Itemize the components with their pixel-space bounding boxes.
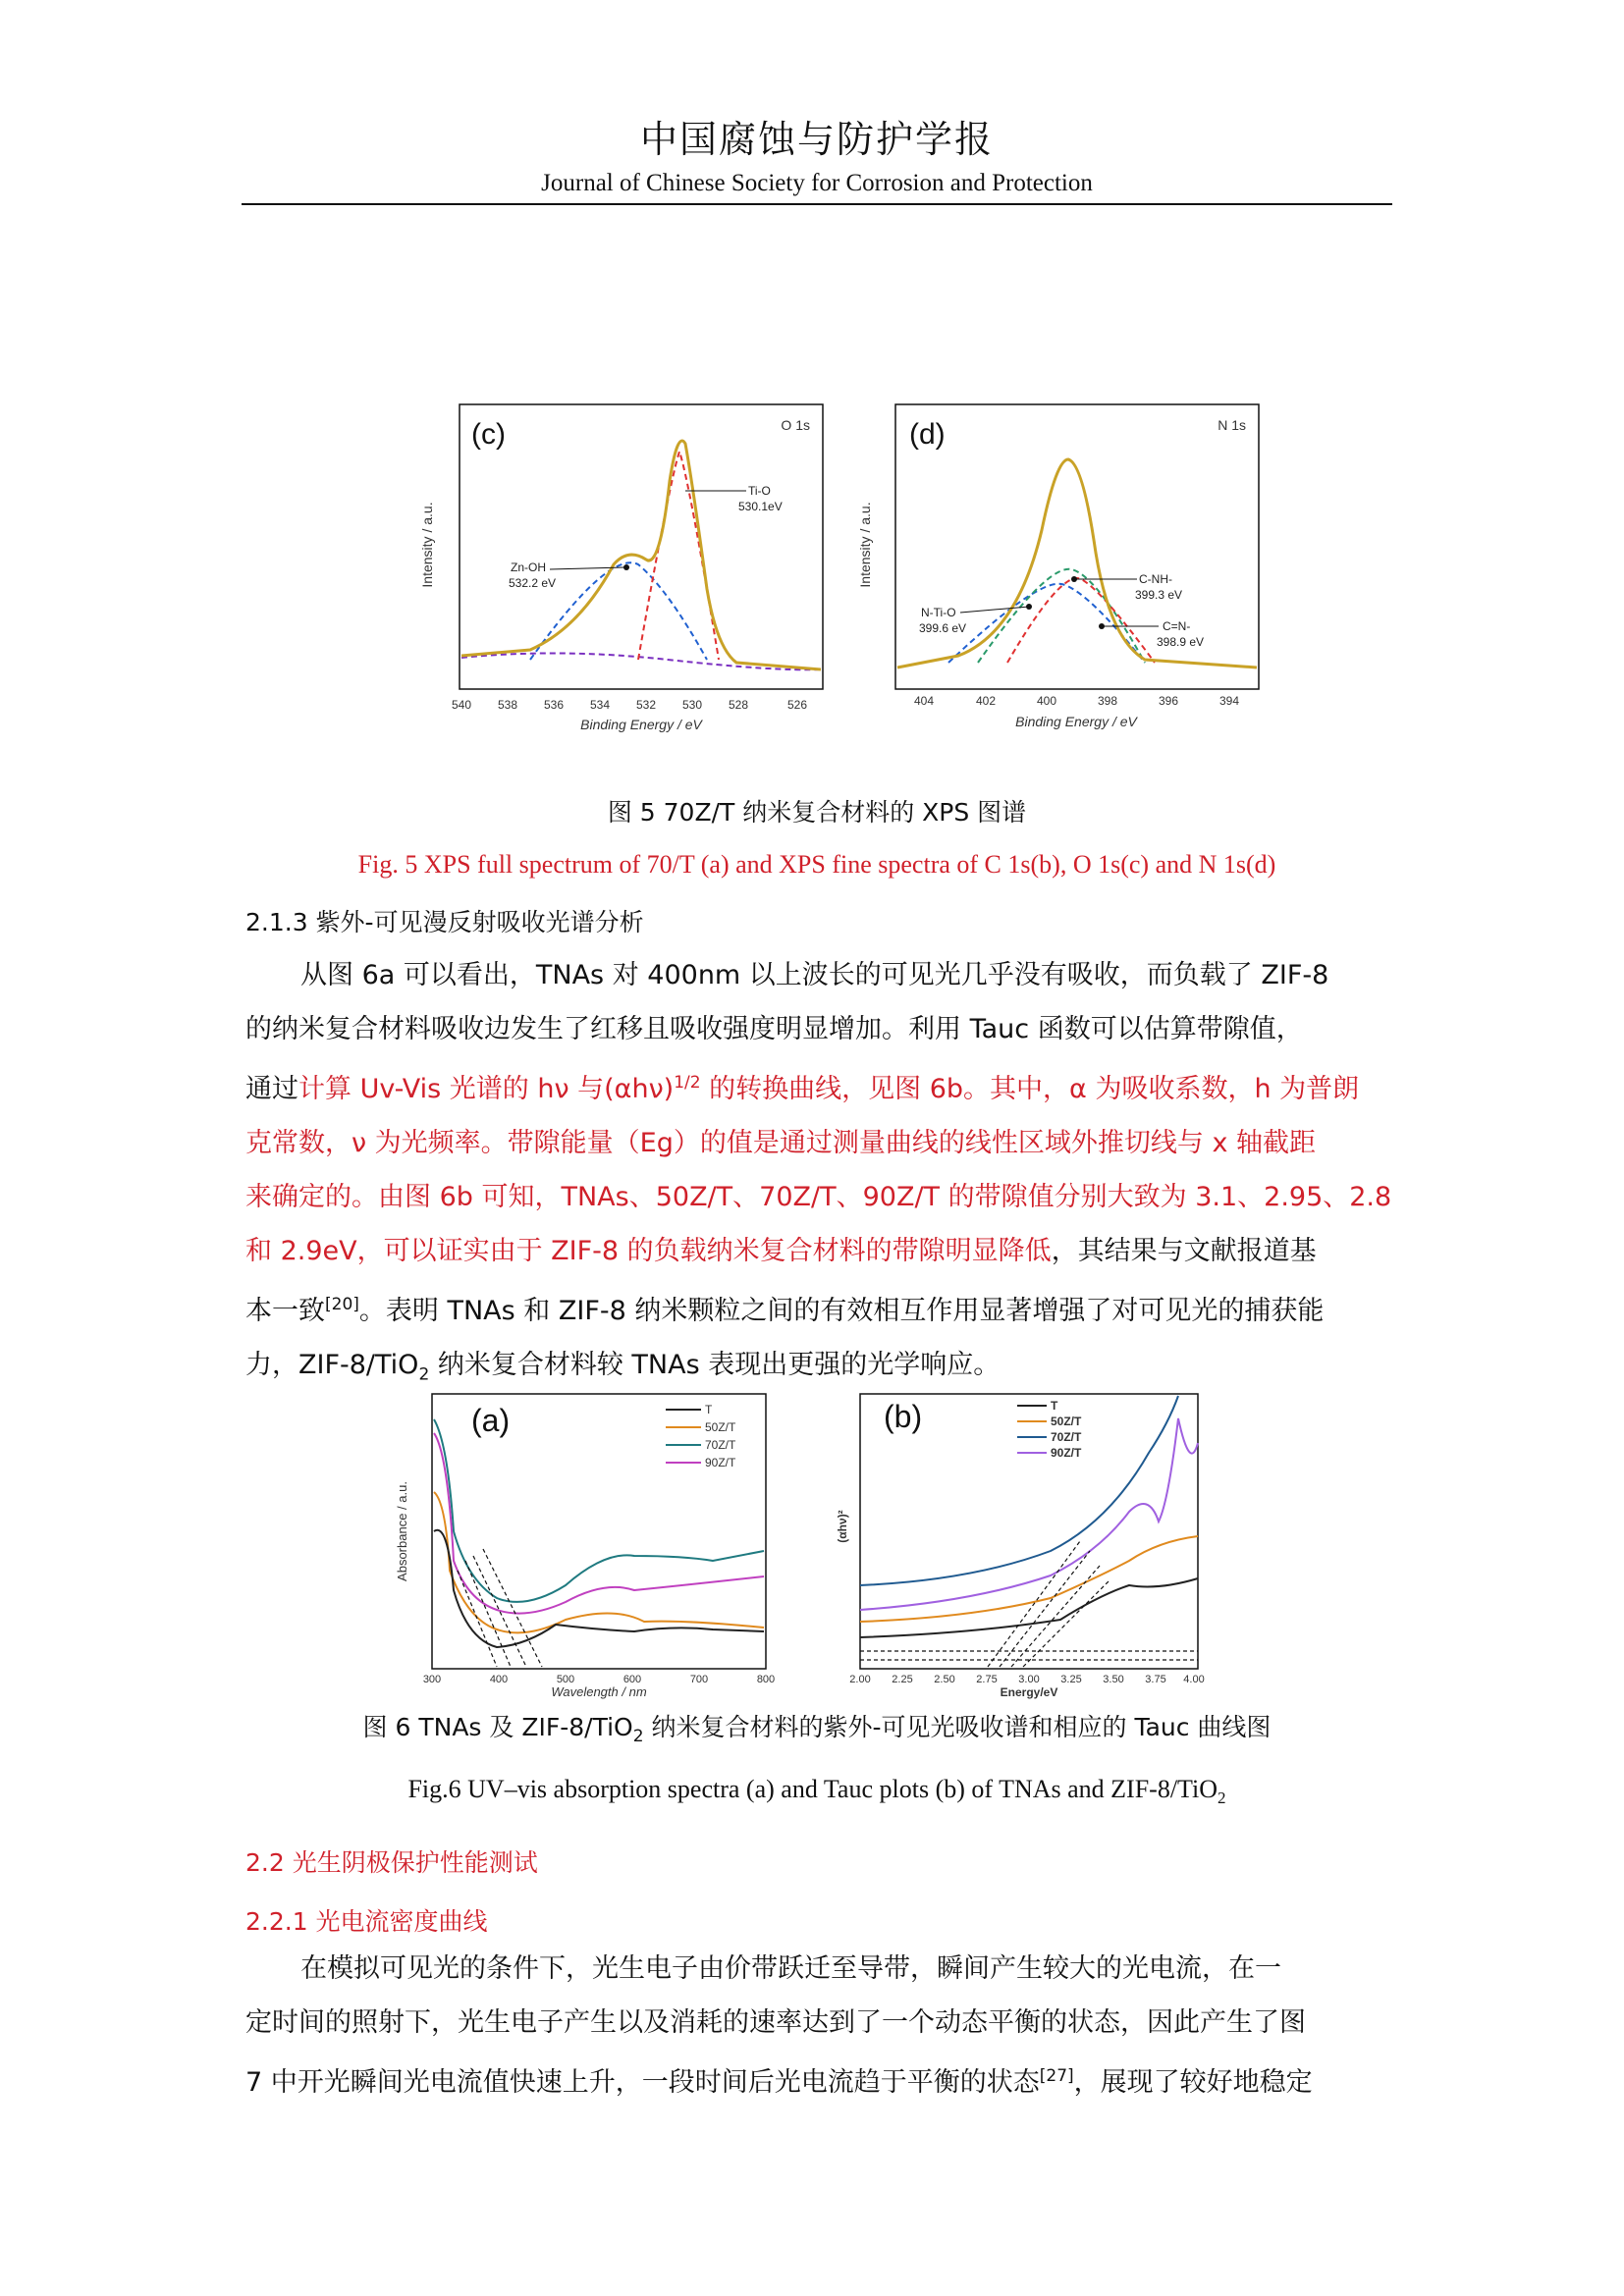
- fig6b-xtick: 3.75: [1145, 1674, 1166, 1685]
- fig6b-xlabel: Energy/eV: [1000, 1685, 1058, 1699]
- fig5c-xtick: 526: [786, 698, 808, 712]
- para2-text: 7 中开光瞬间光电流值快速上升，一段时间后光电流趋于平衡的状态: [245, 2067, 1040, 2098]
- fig5c-xtick: 540: [451, 698, 472, 712]
- para1-text-red-b: 的转换曲线，见图 6b。其中，α 为吸收系数，h 为普朗: [700, 1074, 1360, 1104]
- fig5c-xtick: 528: [728, 698, 749, 712]
- section-heading-2-2-1-text: 2.2.1 光电流密度曲线: [245, 1907, 488, 1936]
- para2-line: 在模拟可见光的条件下，光生电子由价带跃迁至导带，瞬间产生较大的光电流，在一: [300, 1953, 1281, 1984]
- fig6a-legend-t: T: [705, 1403, 713, 1416]
- fig5d-xtick: 398: [1097, 694, 1118, 708]
- para1-text: 本一致: [245, 1296, 325, 1326]
- fig5c-xlabel: Binding Energy / eV: [580, 717, 702, 732]
- section-heading-2-1-3: 2.1.3 紫外-可见漫反射吸收光谱分析: [245, 908, 644, 936]
- fig6a-legend-90zt: 90Z/T: [705, 1456, 736, 1469]
- section-heading-2-2-text: 2.2 光生阴极保护性能测试: [245, 1848, 538, 1877]
- para1-sup: 1/2: [674, 1073, 701, 1093]
- fig5c-ann-znoh-name: Zn-OH: [511, 561, 546, 574]
- fig6-caption-cn: [242, 1708, 1392, 1746]
- paragraph-photocurrent: [245, 1942, 1390, 2109]
- journal-header: [242, 116, 1392, 200]
- fig6-caption-en-sub: 2: [1218, 1789, 1226, 1808]
- fig6b-tag: (b): [884, 1399, 923, 1434]
- fig5c-tag: (c): [471, 418, 506, 451]
- fig6a-legend-50zt: 50Z/T: [705, 1420, 736, 1434]
- fig6a-xlabel: Wavelength / nm: [551, 1684, 647, 1699]
- fig6a-ylabel: Absorbance / a.u.: [395, 1481, 409, 1581]
- fig5c-ann-tio-name: Ti-O: [748, 484, 771, 498]
- fig5d-tag: (d): [909, 418, 946, 451]
- fig5c-label: O 1s: [781, 417, 810, 433]
- para2-line: [245, 2050, 1390, 2109]
- para1-text: 。表明 TNAs 和 ZIF-8 纳米颗粒之间的有效相互作用显著增强了对可见光的捕获能: [358, 1296, 1325, 1326]
- fig6b-xtick: 3.00: [1018, 1674, 1040, 1685]
- fig5d-xtick: 402: [975, 694, 997, 708]
- fig5d-xtick: 394: [1218, 694, 1240, 708]
- fig6a-tag: (a): [471, 1403, 511, 1438]
- para1-line: 从图 6a 可以看出，TNAs 对 400nm 以上波长的可见光几乎没有吸收，而负载了 ZIF-8: [300, 960, 1329, 990]
- fig5c-ann-tio-value: 530.1eV: [738, 500, 783, 513]
- section-heading-2-2: [245, 1843, 538, 1879]
- fig6-panel-b: [825, 1384, 1218, 1703]
- citation-20: [20]: [325, 1295, 359, 1314]
- fig6a-xtick: 400: [489, 1674, 509, 1685]
- fig5d-ann-cnh-name: C-NH-: [1139, 572, 1172, 586]
- fig5d-xlabel: Binding Energy / eV: [1015, 714, 1137, 729]
- fig6b-xtick: 2.00: [849, 1674, 871, 1685]
- para1-line: 来确定的。由图 6b 可知，TNAs、50Z/T、70Z/T、90Z/T 的带隙值分别大致为 3.1、2.95、2.8: [245, 1182, 1392, 1212]
- section-heading-2-2-1: [245, 1902, 488, 1938]
- fig5c-ann-znoh-value: 532.2 eV: [509, 576, 557, 590]
- para1-line: [245, 1278, 1390, 1338]
- fig5d-ylabel: Intensity / a.u.: [857, 502, 873, 588]
- fig6b-xtick: 3.25: [1060, 1674, 1082, 1685]
- fig6b-legend-90zt: 90Z/T: [1051, 1446, 1082, 1460]
- fig6-caption-en: [242, 1775, 1392, 1808]
- fig5c-xtick: 530: [681, 698, 703, 712]
- fig6b-ylabel: (αhν)²: [836, 1510, 849, 1543]
- fig5c-xtick: 536: [543, 698, 565, 712]
- journal-title-en: Journal of Chinese Society for Corrosion and Protection: [541, 170, 1093, 196]
- para1-text-red: 和 2.9eV，可以证实由于 ZIF-8 的负载纳米复合材料的带隙明显降低: [245, 1236, 1052, 1266]
- fig6b-legend-70zt: 70Z/T: [1051, 1430, 1082, 1444]
- para1-text-red-a: 计算 Uv-Vis 光谱的 hν 与(αhν): [298, 1074, 675, 1104]
- fig5d-label: N 1s: [1218, 417, 1246, 433]
- fig6b-xtick: 3.50: [1103, 1674, 1124, 1685]
- fig6a-xtick: 300: [422, 1674, 442, 1685]
- journal-title-cn: 中国腐蚀与防护学报: [639, 118, 994, 161]
- fig6b-xtick: 4.00: [1183, 1674, 1205, 1685]
- fig6a-xtick: 600: [623, 1674, 642, 1685]
- fig6-caption-en-a: Fig.6 UV–vis absorption spectra (a) and Tauc plots (b) of TNAs and ZIF-8/TiO: [407, 1775, 1218, 1803]
- fig6b-xtick: 2.75: [976, 1674, 998, 1685]
- fig6-caption-cn-b: 纳米复合材料的紫外-可见光吸收谱和相应的 Tauc 曲线图: [643, 1713, 1272, 1741]
- fig5-caption-cn: 图 5 70Z/T 纳米复合材料的 XPS 图谱: [607, 798, 1027, 827]
- fig5d-ann-cnh-value: 399.3 eV: [1135, 588, 1183, 602]
- paragraph-uvvis: [245, 948, 1390, 1402]
- fig5d-xtick: 400: [1036, 694, 1057, 708]
- fig6-panel-a: [389, 1384, 791, 1703]
- fig6b-legend-50zt: 50Z/T: [1051, 1415, 1082, 1428]
- para1-line: [245, 1056, 1390, 1116]
- fig6b-legend-t: T: [1051, 1399, 1058, 1413]
- fig6-caption-cn-sub: 2: [632, 1727, 644, 1746]
- fig5c-xtick: 532: [635, 698, 657, 712]
- para1-line: 克常数，ν 为光频率。带隙能量（Eg）的值是通过测量曲线的线性区域外推切线与 x 轴截距: [245, 1128, 1317, 1158]
- fig5d-xtick: 404: [913, 694, 935, 708]
- para2-text: ，展现了较好地稳定: [1073, 2067, 1313, 2098]
- para1-sub: 2: [418, 1364, 430, 1385]
- fig5-panel-c: [412, 393, 835, 746]
- fig6a-xtick: 700: [689, 1674, 709, 1685]
- para1-text-red: [298, 1074, 1359, 1104]
- fig6a-xtick: 500: [556, 1674, 575, 1685]
- fig6b-xtick: 2.25: [892, 1674, 913, 1685]
- fig5d-ann-ntio-value: 399.6 eV: [919, 621, 967, 635]
- fig6b-xtick: 2.50: [934, 1674, 955, 1685]
- fig6-caption-cn-a: 图 6 TNAs 及 ZIF-8/TiO: [362, 1713, 633, 1741]
- fig5c-xtick: 538: [497, 698, 518, 712]
- fig6a-xtick: 800: [756, 1674, 776, 1685]
- fig5d-ann-cn-value: 398.9 eV: [1157, 635, 1205, 649]
- para1-text: ，其结果与文献报道基: [1051, 1236, 1317, 1266]
- fig5d-xtick: 396: [1158, 694, 1179, 708]
- fig6a-legend-70zt: 70Z/T: [705, 1438, 736, 1452]
- fig5-panel-d: [850, 393, 1272, 746]
- para1-text: 力，ZIF-8/TiO: [245, 1350, 419, 1380]
- fig5d-ann-ntio-name: N-Ti-O: [921, 606, 956, 619]
- para1-text: 纳米复合材料较 TNAs 表现出更强的光学响应。: [429, 1350, 1001, 1380]
- fig5c-ylabel: Intensity / a.u.: [419, 502, 435, 588]
- para2-line: 定时间的照射下，光生电子产生以及消耗的速率达到了一个动态平衡的状态，因此产生了图: [245, 2007, 1306, 2038]
- fig5-caption-en: Fig. 5 XPS full spectrum of 70/T (a) and XPS fine spectra of C 1s(b), O 1s(c) and N 1s(d): [357, 850, 1276, 879]
- para1-text: 通过: [245, 1074, 298, 1104]
- fig5d-ann-cn-name: C=N-: [1163, 619, 1191, 633]
- para1-line: 的纳米复合材料吸收边发生了红移且吸收强度明显增加。利用 Tauc 函数可以估算带隙值，: [245, 1014, 1303, 1044]
- fig5c-xtick: 534: [589, 698, 611, 712]
- citation-27: [27]: [1039, 2066, 1074, 2086]
- para1-line: [245, 1224, 1390, 1278]
- header-rule: [242, 203, 1392, 205]
